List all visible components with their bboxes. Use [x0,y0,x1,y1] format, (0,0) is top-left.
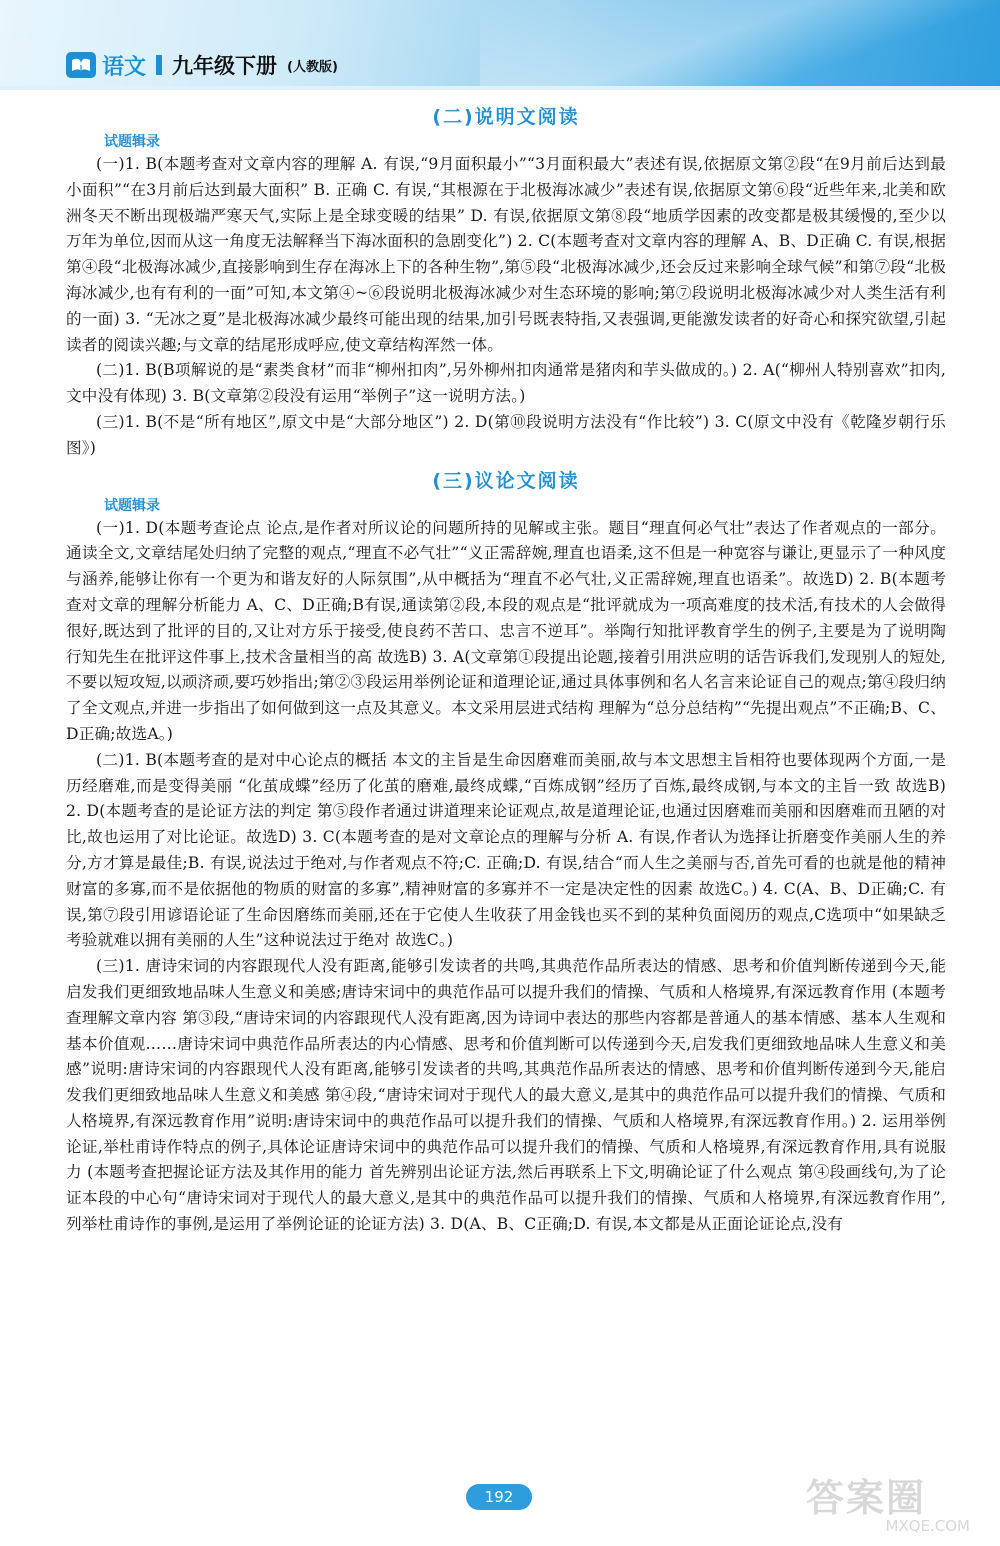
section-label: 试题辑录 [104,497,160,514]
answer-content [66,98,946,1238]
answer-paragraph: (二)1. B(B项解说的是“素类食材”而非“柳州扣肉”,另外柳州扣肉通常是猪肉和芋头做成的。) 2. A(“柳州人特别喜欢”扣肉,文中没有体现) 3. B(文章第②段没有运用“举例子”这一说明方法。) [66,361,946,406]
page-header [66,50,338,80]
watermark-url: MXQE.COM [885,1517,970,1535]
grade-label: 九年级下册 [172,54,278,78]
watermark-text: 答案圈 [806,1476,927,1520]
section-argumentative [66,466,946,1238]
open-book-leaf-icon [66,52,96,78]
answer-paragraph: (三)1. B(不是“所有地区”,原文中是“大部分地区”) 2. D(第⑩段说明方法没有“作比较”) 3. C(原文中没有《乾隆岁朝行乐图》) [66,412,946,457]
banner-decoration [480,0,1000,86]
section-title: (二)说明文阅读 [432,106,580,128]
page-number: 192 [466,1484,532,1510]
section-title: (三)议论文阅读 [432,469,580,492]
section-label: 试题辑录 [104,134,160,150]
answer-paragraph: (二)1. B(本题考查的是对中心论点的概括 本文的主旨是生命因磨难而美丽,故与本文思想主旨相符也要体现两个方面,一是历经磨难,而是变得美丽 “化茧成蝶”经历了化茧的磨难,最终成蝶,“百炼成钢”经历了百炼,最终成钢,与本文的主旨一致 故选B) 2. D(本题考查的是论证方法的判定 第⑤段作者通过讲道理来论证观点,故是道理论证,也通过因磨难而美丽和因磨难而丑陋的对比,故也运用了对比论证。故选D) 3. C(本题考查的是对文章论点的理解与分析 A. 有误,作者认为选择让折磨变作美丽人生的养分,方才算是最佳;B. 有误,说法过于绝对,与作者观点不符;C. 正确;D. 有误,结合“而人生之美丽与否,首先可看的也就是他的精神财富的多寡,而不是依据他的物质的财富的多寡”,精神财富的多寡并不一定是决定性的因素 故选C。) 4. C(A、B、D正确;C. 有误,第⑦段引用谚语论证了生命因磨练而美丽,还在于它使人生收获了用金钱也买不到的某种负面阅历的观点,C选项中“如果缺乏考验就难以拥有美丽的人生”这种说法过于绝对 故选C。) [66,750,946,950]
answer-paragraph: (三)1. 唐诗宋词的内容跟现代人没有距离,能够引发读者的共鸣,其典范作品所表达的情感、思考和价值判断传递到今天,能启发我们更细致地品味人生意义和美感;唐诗宋词中的典范作品可以提升我们的情操、气质和人格境界,有深远教育作用 (本题考查理解文章内容 第③段,“唐诗宋词的内容跟现代人没有距离,因为诗词中表达的那些内容都是普通人的基本情感、基本人生观和基本价值观……唐诗宋词中典范作品所表达的内心情感、思考和价值判断可以传递到今天,启发我们更细致地品味人生意义和美感”说明:唐诗宋词的内容跟现代人没有距离,能够引发读者的共鸣,其典范作品所表达的情感、思考和价值判断传递到今天,能启发我们更细致地品味人生意义和美感 第④段,“唐诗宋词对于现代人的最大意义,是其中的典范作品可以提升我们的情操、气质和人格境界,有深远教育作用”说明:唐诗宋词中的典范作品可以提升我们的情操、气质和人格境界,有深远教育作用。) 2. 运用举例论证,举杜甫诗作特点的例子,具体论证唐诗宋词中的典范作品可以提升我们的情操、气质和人格境界,有深远教育作用,具有说服力 (本题考查把握论证方法及其作用的能力 首先辨别出论证方法,然后再联系上下文,明确论证了什么观点 第④段画线句,为了论证本段的中心句“唐诗宋词对于现代人的最大意义,是其中的典范作品可以提升我们的情操、气质和人格境界,有深远教育作用”,列举杜甫诗作的事例,是运用了举例论证的论证方法) 3. D(A、B、C正确;D. 有误,本文都是从正面论证论点,没有 [66,957,946,1234]
subject-label: 语文 [102,54,147,80]
section-expository [66,102,946,462]
banner-stripe [0,86,1000,90]
header-separator [156,55,162,75]
answer-paragraph: (一)1. D(本题考查论点 论点,是作者对所议论的问题所持的见解或主张。题目“理直何必气壮”表达了作者观点的一部分。通读全文,文章结尾处归纳了完整的观点,“理直不必气壮”“义正需辞婉,理直也语柔,这不但是一种宽容与谦让,更显示了一种风度与涵养,能够让你有一个更为和谐友好的人际氛围”,从中概括为“理直不必气壮,义正需辞婉,理直也语柔”。故选D) 2. B(本题考查对文章的理解分析能力 A、C、D正确;B有误,通读第②段,本段的观点是“批评就成为一项高难度的技术活,有技术的人会做得很好,既达到了批评的目的,又让对方乐于接受,使良药不苦口、忠言不逆耳”。举陶行知批评教育学生的例子,主要是为了说明陶行知先生在批评这件事上,技术含量相当的高 故选B) 3. A(文章第①段提出论题,接着引用洪应明的话告诉我们,发现别人的短处,不要以短攻短,以顽济顽,要巧妙指出;第②③段运用举例论证和道理论证,通过具体事例和名人名言来论证自己的观点;第④段归纳了全文观点,并进一步指出了如何做到这一点及其意义。本文采用层进式结构 理解为“总分总结构”“先提出观点”不正确;B、C、D正确;故选A。) [66,518,946,743]
answer-paragraph: (一)1. B(本题考查对文章内容的理解 A. 有误,“9月面积最小”“3月面积最大”表述有误,依据原文第②段“在9月前后达到最小面积”“在3月前后达到最大面积” B. 正确 C. 有误,“其根源在于北极海冰减少”表述有误,依据原文第⑥段“近些年来,北美和欧洲冬天不断出现极端严寒天气,实际上是全球变暖的结果” D. 有误,依据原文第⑧段“地质学因素的改变都是极其缓慢的,至少以万年为单位,因而从这一角度无法解释当下海冰面积的急剧变化”) 2. C(本题考查对文章内容的理解 A、B、D正确 C. 有误,根据第④段“北极海冰减少,直接影响到生存在海冰上下的各种生物”,第⑤段“北极海冰减少,还会反过来影响全球气候”和第⑦段“北极海冰减少,也有有利的一面”可知,本文第④~⑥段说明北极海冰减少对生态环境的影响;第⑦段说明北极海冰减少对人类生活有利的一面) 3. “无冰之夏”是北极海冰减少最终可能出现的结果,加引号既表特指,又表强调,更能激发读者的好奇心和探究欲望,引起读者的阅读兴趣;与文章的结尾形成呼应,使文章结构浑然一体。 [66,155,946,354]
watermark [806,1478,976,1534]
edition-label: (人教版) [287,59,338,75]
